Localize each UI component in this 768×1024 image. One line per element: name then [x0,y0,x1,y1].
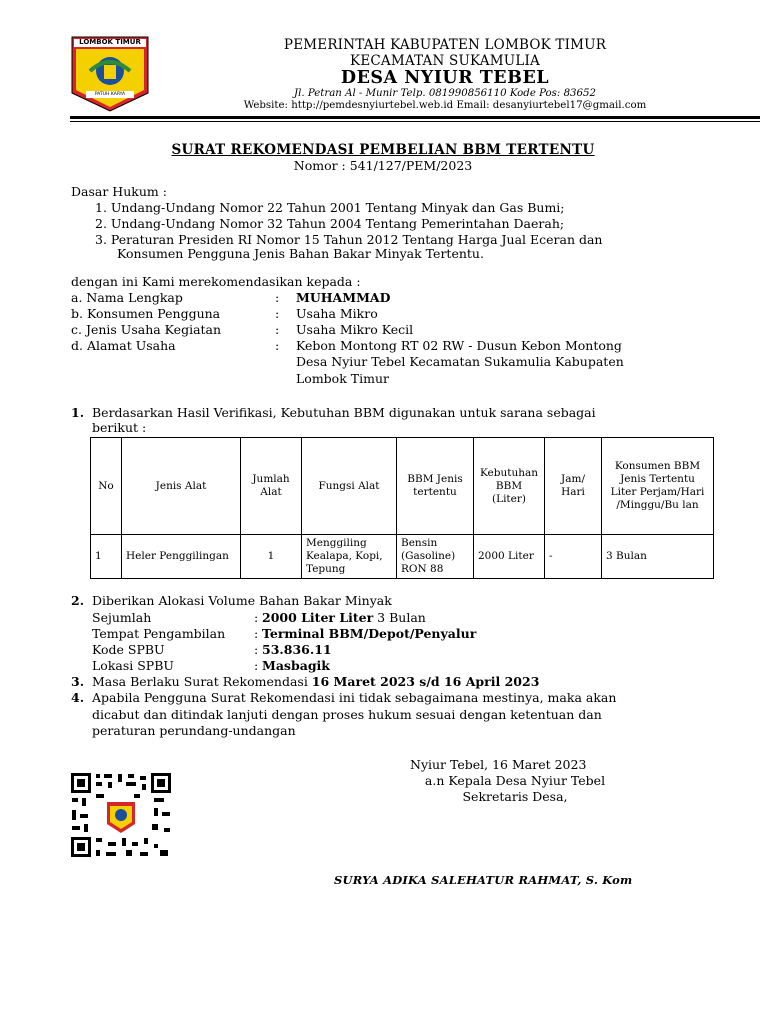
header-address: Jl. Petran Al - Munir Telp. 081990856110 Kode Pos: 83652 [294,88,596,99]
signatory-name: SURYA ADIKA SALEHATUR RAHMAT, S. Kom [334,873,633,887]
field-value-address: Lombok Timur [296,371,389,386]
legal-basis-heading: Dasar Hukum : [71,184,167,199]
point-number: 4. [71,690,85,705]
point4-text: dicabut dan ditindak lanjuti dengan proses hukum sesuai dengan ketentuan dan [92,707,602,722]
field-colon: : [254,642,259,657]
allocation-label: Kode SPBU [92,642,165,657]
signature-on-behalf: a.n Kepala Desa Nyiur Tebel [424,773,606,788]
validity-period: 16 Maret 2023 s/d 16 April 2023 [311,674,540,689]
field-label-address: d. Alamat Usaha [71,338,176,353]
table-cell: 2000 Liter [474,535,545,579]
point-number: 1. [71,405,85,420]
field-colon: : [275,306,280,321]
letter-title: SURAT REKOMENDASI PEMBELIAN BBM TERTENTU [171,142,595,158]
logo-title: LOMBOK TIMUR [79,38,141,46]
field-label-business-type: c. Jenis Usaha Kegiatan [71,322,222,337]
table-cell: 1 [91,535,122,579]
allocation-label: Lokasi SPBU [92,658,174,673]
allocation-value: Terminal BBM/Depot/Penyalur [262,626,477,641]
point3-text [92,674,539,689]
point2-text: Diberikan Alokasi Volume Bahan Bakar Minyak [92,593,392,608]
table-cell: 3 Bulan [602,535,714,579]
header-village: DESA NYIUR TEBEL [340,68,550,88]
field-value-address: Kebon Montong RT 02 RW - Dusun Kebon Montong [296,338,622,353]
field-colon: : [275,290,280,305]
legal-basis-item: 1. Undang-Undang Nomor 22 Tahun 2001 Tentang Minyak dan Gas Bumi; [95,200,565,215]
signature-position: Sekretaris Desa, [462,789,568,804]
allocation-value [262,610,426,625]
logo-motto: PATUH KARYA [94,92,126,97]
header-website: Website: http://pemdesnyiurtebel.web.id Email: desanyiurtebel17@gmail.com [243,100,647,111]
header-district: KECAMATAN SUKAMULIA [350,53,540,69]
header-divider [70,116,760,119]
qr-code [70,772,172,858]
allocation-value-bold: 2000 Liter Liter [262,610,374,625]
point-number: 3. [71,674,85,689]
field-colon: : [254,626,259,641]
allocation-value: 53.836.11 [262,642,332,657]
point1-text: Berdasarkan Hasil Verifikasi, Kebutuhan BBM digunakan untuk sarana sebagai [92,405,596,420]
point-number: 2. [71,593,85,608]
table-cell: 1 [241,535,302,579]
signature-place-date: Nyiur Tebel, 16 Maret 2023 [410,757,587,772]
table-cell: Menggiling Kealapa, Kopi, Tepung [302,535,397,579]
field-label-consumer: b. Konsumen Pengguna [71,306,221,321]
allocation-label: Tempat Pengambilan [92,626,226,641]
field-value-business-type: Usaha Mikro Kecil [296,322,414,337]
table-header-cell: Jenis Alat [122,438,241,535]
table-header-cell: Konsumen BBM Jenis Tertentu Liter Perjam/Hari /Minggu/Bu lan [602,438,714,535]
table-cell: Heler Penggilingan [122,535,241,579]
field-value-consumer: Usaha Mikro [296,306,378,321]
allocation-value: Masbagik [262,658,330,673]
point1-text: berikut : [92,420,147,435]
allocation-label: Sejumlah [92,610,152,625]
header-divider-thin [70,121,760,122]
validity-text: Masa Berlaku Surat Rekomendasi [92,674,312,689]
letter-number: Nomor : 541/127/PEM/2023 [293,158,473,173]
table-header-row [91,438,714,535]
table-header-cell: BBM Jenis tertentu [397,438,474,535]
field-colon: : [254,658,259,673]
table-header-cell: Jam/ Hari [545,438,602,535]
bbm-requirement-table [90,437,714,579]
table-row [91,535,714,579]
table-cell: - [545,535,602,579]
table-header-cell: Kebutuhan BBM (Liter) [474,438,545,535]
point4-text: Apabila Pengguna Surat Rekomendasi ini tidak sebagaimana mestinya, maka akan [92,690,617,705]
field-colon: : [275,322,280,337]
field-colon: : [254,610,259,625]
legal-basis-item: Konsumen Pengguna Jenis Bahan Bakar Minyak Tertentu. [117,246,484,261]
table-header-cell: No [91,438,122,535]
legal-basis-item: 3. Peraturan Presiden RI Nomor 15 Tahun 2012 Tentang Harga Jual Eceran dan [95,232,603,247]
header-government: PEMERINTAH KABUPATEN LOMBOK TIMUR [283,37,607,53]
point4-text: peraturan perundang-undangan [92,723,296,738]
table-header-cell: Fungsi Alat [302,438,397,535]
field-label-name: a. Nama Lengkap [71,290,183,305]
legal-basis-item: 2. Undang-Undang Nomor 32 Tahun 2004 Tentang Pemerintahan Daerah; [95,216,565,231]
recommendation-intro: dengan ini Kami merekomendasikan kepada : [71,274,361,289]
allocation-value-rest: 3 Bulan [373,610,426,625]
field-value-address: Desa Nyiur Tebel Kecamatan Sukamulia Kabupaten [296,354,624,369]
table-cell: Bensin (Gasoline) RON 88 [397,535,474,579]
table-header-cell: Jumlah Alat [241,438,302,535]
field-value-name: MUHAMMAD [296,290,391,305]
field-colon: : [275,338,280,353]
